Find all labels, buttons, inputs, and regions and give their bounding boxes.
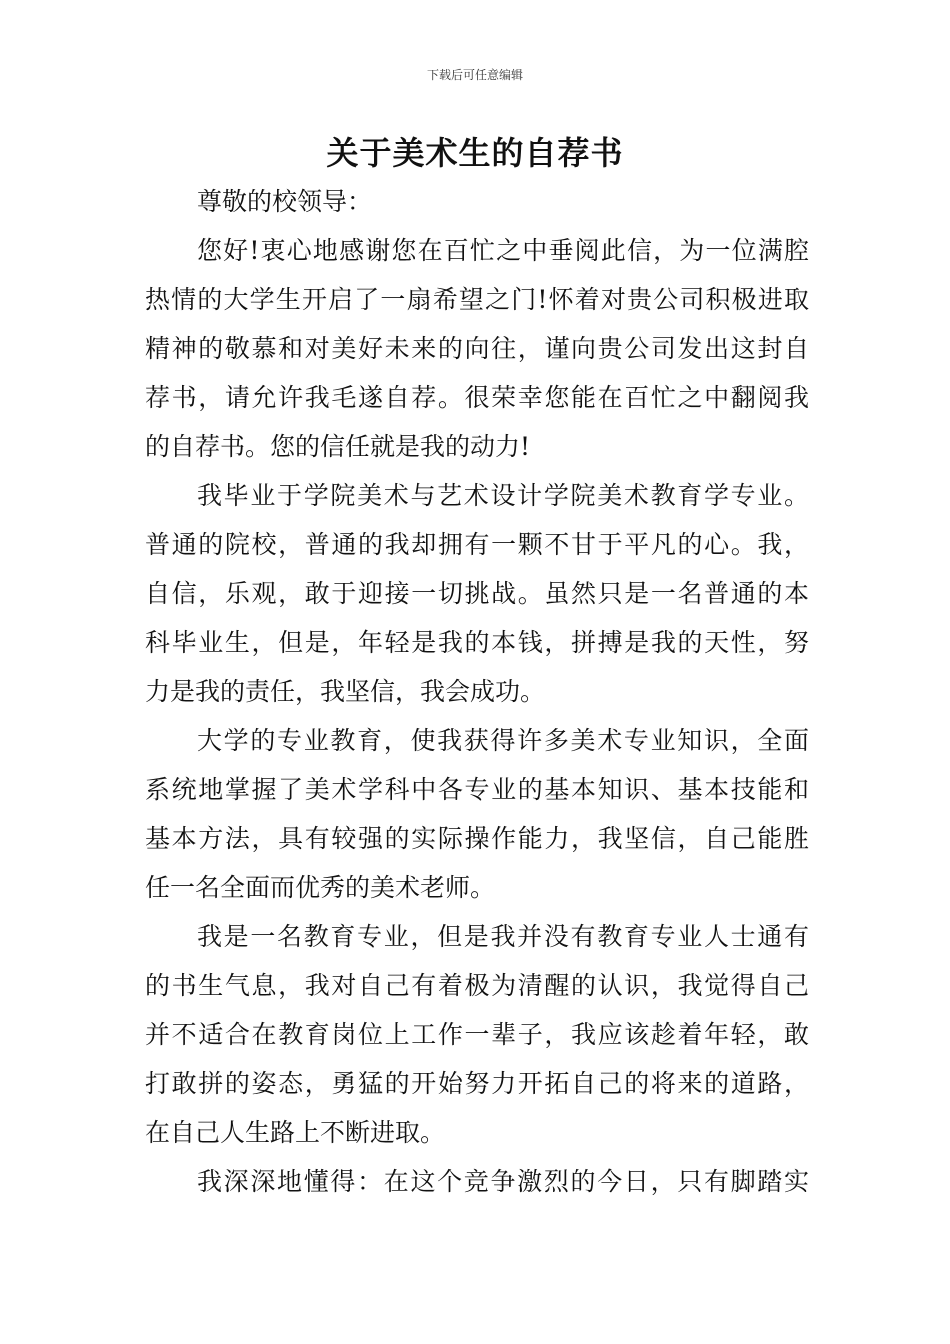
paragraph-line: 的自荐书。您的信任就是我的动力! <box>145 432 531 461</box>
paragraph-line: 打敢拼的姿态，勇猛的开始努力开拓自己的将来的道路， <box>145 1069 809 1098</box>
paragraph-4 <box>145 912 809 1157</box>
paragraph-2 <box>145 471 809 716</box>
paragraph-line: 并不适合在教育岗位上工作一辈子，我应该趁着年轻，敢 <box>145 1020 809 1049</box>
paragraph-line: 在自己人生路上不断进取。 <box>145 1118 446 1147</box>
paragraph-line: 大学的专业教育，使我获得许多美术专业知识，全面 <box>197 726 809 755</box>
salutation: 尊敬的校领导： <box>197 187 373 216</box>
paragraph-line: 我毕业于学院美术与艺术设计学院美术教育学专业。 <box>197 481 809 510</box>
paragraph-line: 基本方法，具有较强的实际操作能力，我坚信，自己能胜 <box>145 824 809 853</box>
paragraph-line: 自信，乐观，敢于迎接一切挑战。虽然只是一名普通的本 <box>145 579 809 608</box>
paragraph-line: 荐书，请允许我毛遂自荐。很荣幸您能在百忙之中翻阅我 <box>145 383 809 412</box>
paragraph-line: 热情的大学生开启了一扇希望之门!怀着对贵公司积极进取 <box>145 285 809 314</box>
paragraph-5 <box>145 1157 809 1206</box>
document-body <box>145 177 809 1206</box>
paragraph-line: 精神的敬慕和对美好未来的向往，谨向贵公司发出这封自 <box>145 334 809 363</box>
paragraph-line: 的书生气息，我对自己有着极为清醒的认识，我觉得自己 <box>145 971 809 1000</box>
paragraph-3 <box>145 716 809 912</box>
paragraph-line: 我是一名教育专业，但是我并没有教育专业人士通有 <box>197 922 809 951</box>
paragraph-line: 任一名全面而优秀的美术老师。 <box>145 873 496 902</box>
paragraph-line: 普通的院校，普通的我却拥有一颗不甘于平凡的心。我， <box>145 530 809 559</box>
paragraph-line: 系统地掌握了美术学科中各专业的基本知识、基本技能和 <box>145 775 809 804</box>
paragraph-line: 我深深地懂得：在这个竞争激烈的今日，只有脚踏实 <box>197 1167 809 1196</box>
document-title: 关于美术生的自荐书 <box>326 134 624 172</box>
paragraph-line: 您好!衷心地感谢您在百忙之中垂阅此信，为一位满腔 <box>197 236 809 265</box>
paragraph-1 <box>145 226 809 471</box>
paragraph-line: 科毕业生，但是，年轻是我的本钱，拼搏是我的天性，努 <box>145 628 809 657</box>
paragraph-line: 力是我的责任，我坚信，我会成功。 <box>145 677 546 706</box>
page-header-note: 下载后可任意编辑 <box>426 68 523 82</box>
